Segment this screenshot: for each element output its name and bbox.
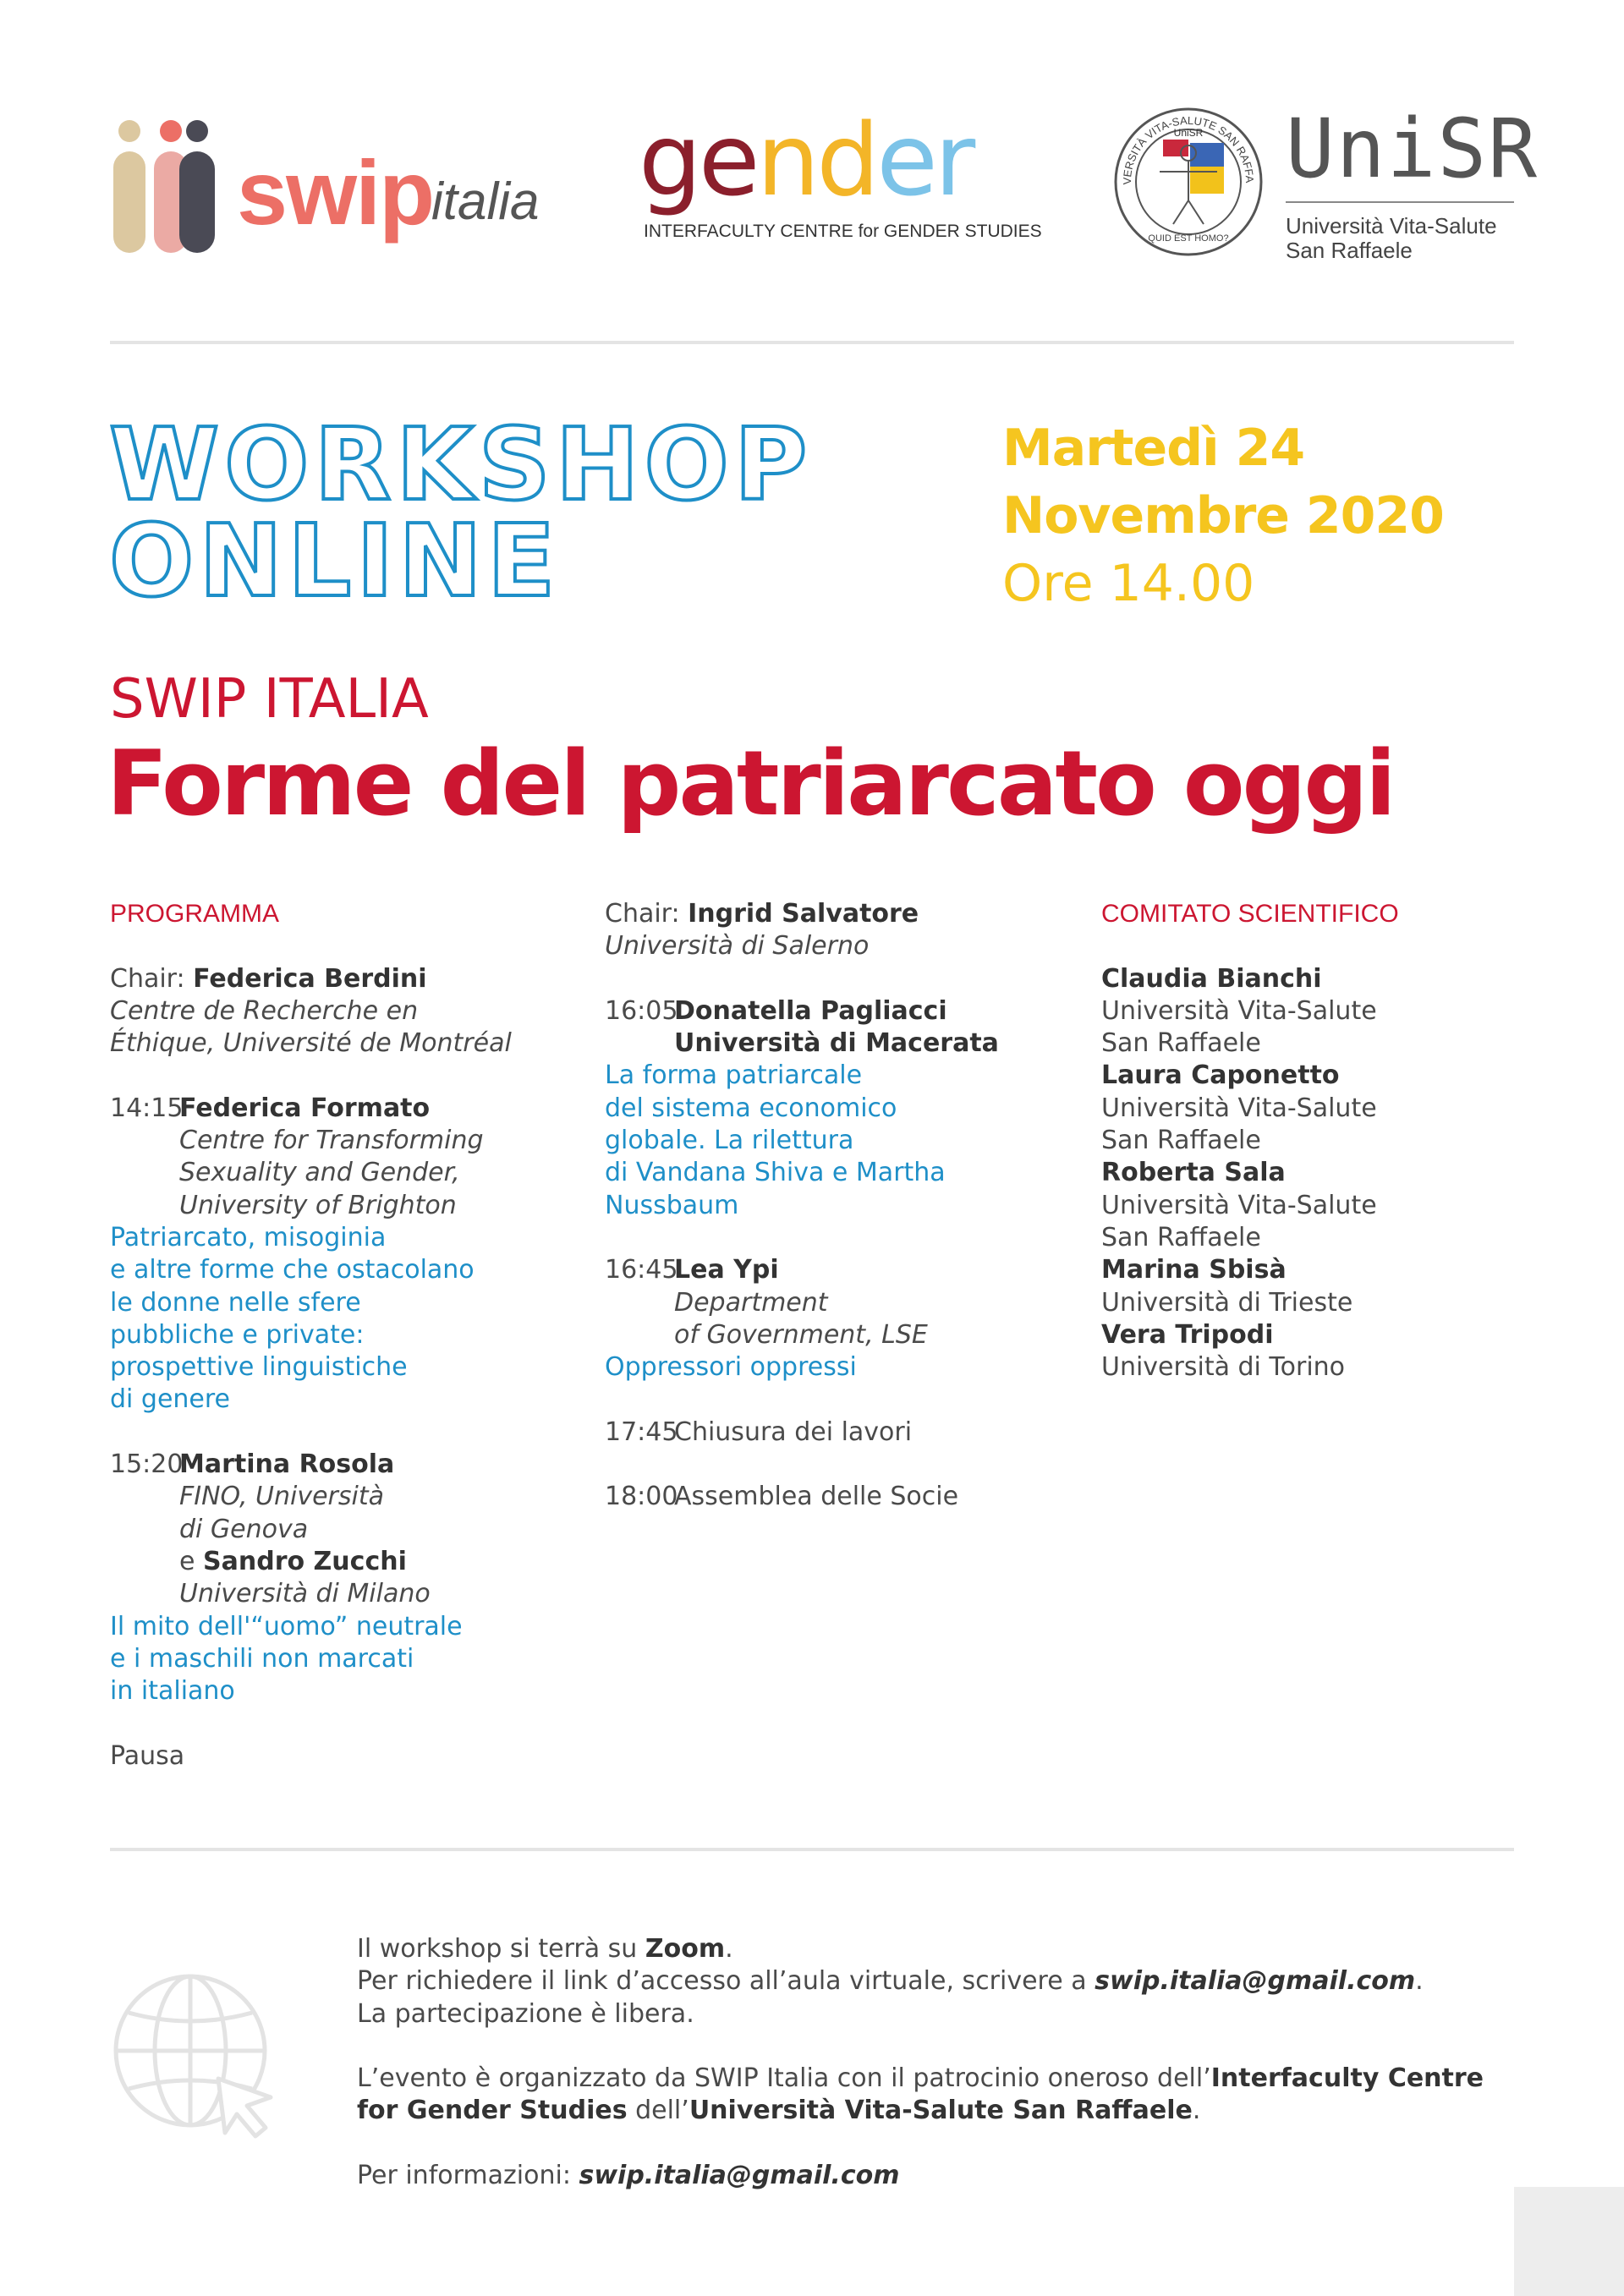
chair-1 (110, 963, 584, 995)
speaker-affiliation: Department (674, 1287, 828, 1318)
speaker-affiliation: Sexuality and Gender, (179, 1158, 460, 1188)
talk-title: di Vandana Shiva e Martha (605, 1158, 946, 1188)
talk-title: e i maschili non marcati (110, 1643, 414, 1674)
chair-label: Chair: (605, 899, 680, 929)
committee-member-affiliation: Università Vita-Salute (1101, 1190, 1377, 1220)
speaker-affiliation: Università di Milano (179, 1579, 431, 1609)
unisr-subtitle-line2: San Raffaele (1286, 238, 1413, 263)
event-info (357, 1933, 1524, 2192)
talk-title: pubbliche e private: (110, 1319, 365, 1350)
committee-member-name: Laura Caponetto (1101, 1060, 1340, 1091)
unisr-logo-text: UniSR (1286, 101, 1539, 196)
swip-logo-suffix: italia (431, 173, 540, 231)
committee-member-affiliation: San Raffaele (1101, 1028, 1261, 1059)
swip-logo-text: swip (237, 141, 434, 244)
online-word: ONLINE (109, 502, 561, 619)
centre-name: for Gender Studies (357, 2096, 628, 2126)
chair-affiliation: Centre de Recherche en (110, 995, 419, 1026)
zoom-label: Zoom (645, 1934, 726, 1964)
committee-member-name: Vera Tripodi (1101, 1319, 1274, 1350)
session-5 (605, 1417, 1087, 1449)
workshop-online-heading (106, 408, 867, 619)
speaker-name: Donatella Pagliacci (674, 995, 947, 1026)
globe-cursor-icon (110, 1970, 279, 2140)
speaker-name: Lea Ypi (674, 1255, 779, 1285)
email-link[interactable]: swip.italia@gmail.com (1095, 1966, 1416, 1997)
chair-affiliation: Éthique, Université de Montréal (110, 1028, 512, 1059)
info-text: . (725, 1934, 733, 1964)
top-divider (110, 341, 1514, 344)
info-line (357, 1933, 1524, 1965)
talk-title: prospettive linguistiche (110, 1352, 408, 1383)
date-month-year: Novembre 2020 (1002, 486, 1444, 545)
info-line (357, 2095, 1524, 2127)
workshop-word: WORKSHOP (109, 408, 813, 523)
gender-logo-subtitle: INTERFACULTY CENTRE for GENDER STUDIES (644, 222, 1042, 241)
event-date (1002, 414, 1444, 617)
committee-member-affiliation: Università Vita-Salute (1101, 1093, 1377, 1123)
unisr-subtitle-line1: Università Vita-Salute (1286, 213, 1497, 238)
speaker-name: Sandro Zucchi (203, 1546, 407, 1576)
committee-member-name: Roberta Sala (1101, 1158, 1286, 1188)
gender-centre-logo (639, 101, 1042, 254)
corner-block (1514, 2187, 1624, 2296)
swip-italia-logo (110, 114, 550, 258)
pause-label: Pausa (110, 1740, 185, 1771)
session-6 (605, 1481, 1087, 1513)
organizer-subtitle: SWIP ITALIA (110, 668, 429, 731)
bottom-divider (110, 1848, 1514, 1851)
session-label: Chiusura dei lavori (674, 1417, 913, 1447)
info-line (357, 1965, 1524, 1997)
speaker-affiliation: di Genova (179, 1514, 309, 1544)
second-speaker (110, 1546, 584, 1578)
date-day: Martedì 24 (1002, 419, 1305, 478)
program-header: PROGRAMMA (110, 900, 280, 928)
speaker-affiliation: FINO, Università (179, 1482, 384, 1512)
session-time: 18:00 (605, 1482, 678, 1512)
info-text: dell’ (627, 2096, 689, 2126)
seal-inner-text: UniSR (1173, 127, 1204, 139)
conjunction: e (179, 1546, 195, 1576)
info-text: Per informazioni: (357, 2161, 579, 2191)
swip-people-icon (110, 114, 228, 258)
talk-title: Il mito dell'“uomo” neutrale (110, 1611, 463, 1641)
program-column-1 (110, 898, 584, 1773)
session-time: 14:15 (110, 1093, 184, 1123)
committee-member-affiliation: Università Vita-Salute (1101, 995, 1377, 1026)
seal-motto: QUID EST HOMO? (1148, 233, 1229, 244)
chair-name: Ingrid Salvatore (688, 899, 919, 929)
info-line (357, 2063, 1524, 2095)
committee-member-affiliation: San Raffaele (1101, 1126, 1261, 1156)
info-line: La partecipazione è libera. (357, 1998, 694, 2029)
info-line (357, 2160, 1524, 2192)
session-time: 16:45 (605, 1255, 678, 1285)
speaker-affiliation: Università di Macerata (674, 1028, 999, 1059)
program-column-2 (605, 898, 1087, 1514)
chair-affiliation: Università di Salerno (605, 931, 870, 962)
session-time: 17:45 (605, 1417, 678, 1447)
talk-title: Patriarcato, misoginia (110, 1222, 387, 1252)
gender-letters-1: ge (639, 101, 757, 218)
committee-member-affiliation: Università di Trieste (1101, 1287, 1353, 1318)
gender-letters-3: er (876, 101, 973, 218)
talk-title: La forma patriarcale (605, 1060, 863, 1091)
talk-title: le donne nelle sfere (110, 1287, 361, 1318)
talk-title: Nussbaum (605, 1190, 739, 1220)
info-text: Per richiedere il link d’accesso all’aula virtuale, scrivere a (357, 1966, 1095, 1997)
speaker-affiliation: University of Brighton (179, 1190, 457, 1220)
session-time: 16:05 (605, 995, 678, 1026)
session-1 (110, 1093, 584, 1125)
info-text: Il workshop si terrà su (357, 1934, 645, 1964)
centre-name: Interfaculty Centre (1210, 2063, 1484, 2094)
talk-title: e altre forme che ostacolano (110, 1255, 475, 1285)
speaker-name: Martina Rosola (179, 1449, 395, 1480)
info-text: . (1192, 2096, 1201, 2126)
committee-header: COMITATO SCIENTIFICO (1101, 900, 1399, 928)
session-2 (110, 1449, 584, 1481)
committee-member-name: Claudia Bianchi (1101, 963, 1322, 994)
committee-member-affiliation: Università di Torino (1101, 1352, 1346, 1383)
university-name: Università Vita-Salute San Raffaele (689, 2096, 1193, 2126)
committee-member-affiliation: San Raffaele (1101, 1222, 1261, 1252)
speaker-affiliation: Centre for Transforming (179, 1126, 484, 1156)
talk-title: in italiano (110, 1676, 235, 1707)
committee-member-name: Marina Sbisà (1101, 1255, 1287, 1285)
talk-title: di genere (110, 1384, 231, 1415)
talk-title: globale. La rilettura (605, 1126, 854, 1156)
info-text: L’evento è organizzato da SWIP Italia con il patrocinio oneroso dell’ (357, 2063, 1211, 2094)
unisr-logo-subtitle (1286, 214, 1497, 263)
seal-ring-text: VERSITÀ VITA-SALUTE SAN RAFFA (1120, 113, 1257, 185)
unisr-seal (1112, 106, 1265, 258)
session-time: 15:20 (110, 1449, 184, 1480)
speaker-name: Federica Formato (179, 1093, 431, 1123)
session-label: Assemblea delle Socie (674, 1482, 959, 1512)
session-4 (605, 1254, 1087, 1286)
chair-name: Federica Berdini (193, 963, 427, 994)
talk-title: del sistema economico (605, 1093, 897, 1123)
gender-letters-2: nd (756, 101, 877, 218)
talk-title: Oppressori oppressi (605, 1352, 857, 1383)
chair-2 (605, 898, 1087, 930)
info-text: . (1415, 1966, 1424, 1997)
session-3 (605, 995, 1087, 1027)
speaker-affiliation: of Government, LSE (674, 1319, 928, 1350)
gender-logo-text (639, 101, 972, 218)
page-title: Forme del patriarcato oggi (107, 732, 1394, 836)
scientific-committee (1101, 898, 1524, 1384)
email-link[interactable]: swip.italia@gmail.com (579, 2161, 900, 2191)
unisr-divider (1286, 201, 1514, 203)
event-time: Ore 14.00 (1002, 554, 1255, 613)
chair-label: Chair: (110, 963, 185, 994)
